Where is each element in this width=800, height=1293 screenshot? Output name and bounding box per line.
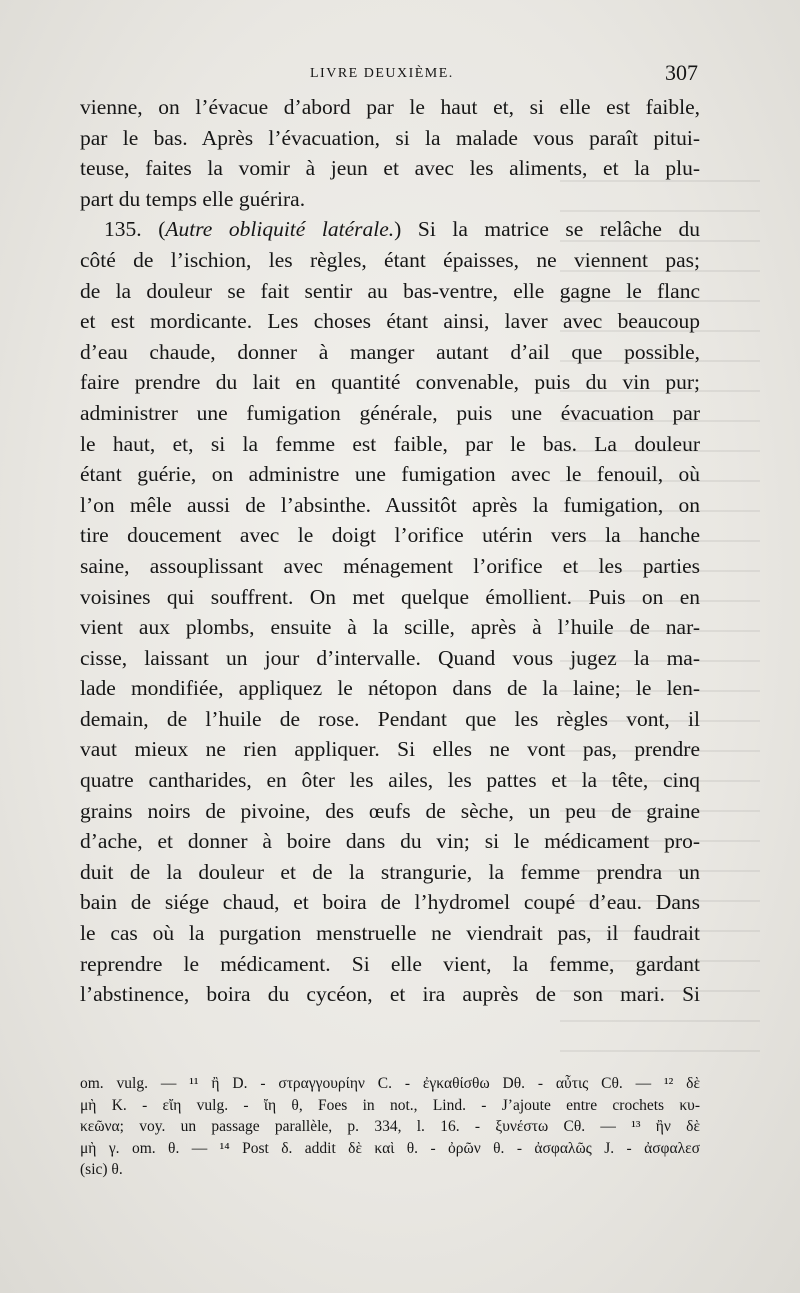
section-heading: Autre obliquité latérale. [165, 217, 395, 242]
text-line: reprendre le médicament. Si elle vient, la femme, gardant [80, 951, 700, 976]
text-line: tire doucement avec le doigt l’orifice utérin vers la hanche [80, 523, 700, 548]
text-line: vaut mieux ne rien appliquer. Si elles ne vont pas, prendre [80, 737, 700, 762]
text-line: et est mordicante. Les choses étant ainsi, laver avec beaucoup [80, 309, 700, 334]
text-line: vient aux plombs, ensuite à la scille, après à l’huile de nar- [80, 615, 700, 640]
text-line: le haut, et, si la femme est faible, par le bas. La douleur [80, 431, 700, 456]
text-line: de la douleur se fait sentir au bas-ventre, elle gagne le flanc [80, 278, 700, 303]
line-rest: ) Si la matrice se relâche du [394, 217, 701, 242]
text-line: faire prendre du lait en quantité convenable, puis du vin pur; [80, 370, 700, 395]
text-line: étant guérie, on administre une fumigation avec le fenouil, où [80, 462, 700, 487]
text-line: l’on mêle aussi de l’absinthe. Aussitôt après la fumigation, on [80, 492, 700, 517]
page-number: 307 [665, 60, 698, 85]
paren-open: ( [158, 217, 166, 242]
footnote-line: (sic) θ. [80, 1161, 123, 1179]
text-line: d’ache, et donner à boire dans du vin; si le médicament pro- [80, 829, 700, 854]
text-line: voisines qui souffrent. On met quelque émollient. Puis on en [80, 584, 700, 609]
running-head: LIVRE DEUXIÈME. [310, 66, 454, 81]
paragraph-number: 135. [104, 217, 142, 242]
footnotes [80, 1073, 700, 1181]
text-line: le cas où la purgation menstruelle ne viendrait pas, il faudrait [80, 921, 700, 946]
footnote-line: κεῶνα; voy. un passage parallèle, p. 334, l. 16. - ξυνέστω Cθ. — ¹³ ἢν δὲ [80, 1118, 700, 1136]
text-line: demain, de l’huile de rose. Pendant que les règles vont, il [80, 706, 700, 731]
text-line: duit de la douleur et de la strangurie, la femme prendra un [80, 859, 700, 884]
text-line: saine, assouplissant avec ménagement l’orifice et les parties [80, 553, 700, 578]
paragraph-135-first-line [80, 214, 700, 245]
text-line: bain de siége chaud, et boira de l’hydromel coupé d’eau. Dans [80, 890, 700, 915]
footnote-line: μὴ K. - εἴη vulg. - ἴη θ, Foes in not., Lind. - J’ajoute entre crochets κυ- [80, 1096, 700, 1114]
text-line: part du temps elle guérira. [80, 186, 306, 211]
text-line: côté de l’ischion, les règles, étant épaisses, ne viennent pas; [80, 247, 700, 272]
text-line: par le bas. Après l’évacuation, si la malade vous paraît pitui- [80, 125, 700, 150]
text-line: quatre cantharides, en ôter les ailes, les pattes et la tête, cinq [80, 768, 700, 793]
text-line: cisse, laissant un jour d’intervalle. Quand vous jugez la ma- [80, 645, 700, 670]
page-header [80, 60, 700, 94]
text-line: vienne, on l’évacue d’abord par le haut et, si elle est faible, [80, 95, 700, 119]
text-line: lade mondifiée, appliquez le nétopon dans de la laine; le len- [80, 676, 700, 701]
footnote-line: om. vulg. — ¹¹ ἢ D. - στραγγουρίην C. - ἐγκαθίσθω Dθ. - αὖτις Cθ. — ¹² δὲ [80, 1075, 700, 1092]
main-text [80, 92, 700, 1010]
text-line: teuse, faites la vomir à jeun et avec les aliments, et la plu- [80, 156, 700, 181]
text-line: administrer une fumigation générale, puis une évacuation par [80, 400, 700, 425]
footnote-line: μὴ γ. om. θ. — ¹⁴ Post δ. addit δὲ καὶ θ. - ὀρῶν θ. - ἀσφαλῶς J. - ἀσφαλεσ [80, 1139, 700, 1157]
text-line: d’eau chaude, donner à manger autant d’ail que possible, [80, 339, 700, 364]
text-line: l’abstinence, boira du cycéon, et ira auprès de son mari. Si [80, 982, 700, 1007]
text-line: grains noirs de pivoine, des œufs de sèche, un peu de graine [80, 798, 700, 823]
